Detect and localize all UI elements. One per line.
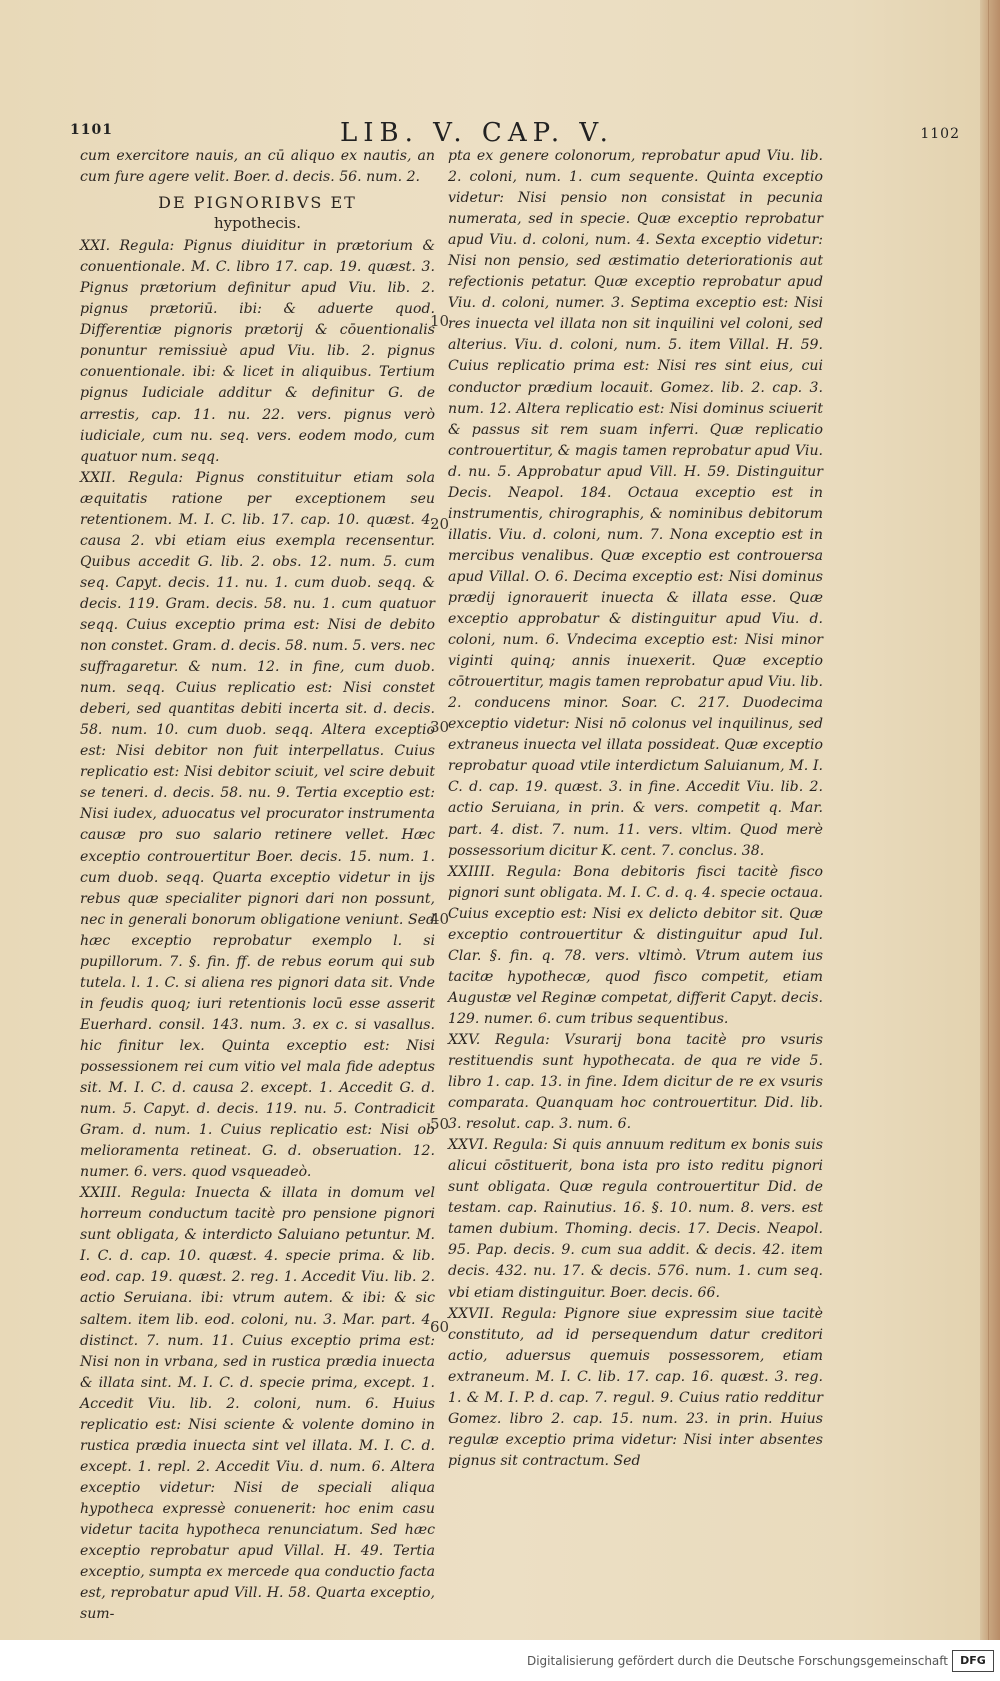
left-column	[80, 146, 435, 1625]
page-number-right: 1102	[920, 126, 960, 142]
intro-text: cum exercitore nauis, an cū aliquo ex nautis, an cum fure agere velit. Boer. d. decis. 56. num. 2.	[80, 148, 435, 186]
line-number: 60	[430, 1318, 450, 1336]
page-edge	[980, 0, 1000, 1640]
funding-credit: Digitalisierung gefördert durch die Deutsche Forschungsgemeinschaft	[526, 1654, 948, 1668]
section-subheading: hypothecis.	[214, 214, 301, 233]
regula-21: XXI. Regula: Pignus diuiditur in prætorium & conuentionale. M. C. libro 17. cap. 19. quæst. 3. Pignus prætorium definitur apud Viu. lib. 2. pignus prætoriū. ibi: & aduerte quod. Differentiæ pignoris prætorij & cōuentionalis ponuntur remissiuè apud Viu. lib. 2. pignus conuentionale. ibi: & licet in aliquibus. Tertium pignus Iudiciale additur & definitur G. de arrestis, cap. 11. nu. 22. vers. pignus verò iudiciale, cum nu. seq. vers. eodem modo, cum quatuor num. seqq.	[80, 238, 435, 465]
line-number: 30	[430, 718, 450, 736]
right-column	[448, 146, 823, 1472]
regula-23: XXIII. Regula: Inuecta & illata in domum vel horreum conductum tacitè pro pensione pignori sunt obligata, & interdicto Saluiano petuntur. M. I. C. d. cap. 10. quæst. 4. specie prima. & lib. eod. cap. 19. quæst. 2. reg. 1. Accedit Viu. lib. 2. actio Seruiana. ibi: vtrum autem. & ibi: & sic saltem. item lib. eod. coloni, nu. 3. Mar. part. 4. distinct. 7. num. 11. Cuius exceptio prima est: Nisi non in vrbana, sed in rustica prædia inuecta & illata sint. M. I. C. d. specie prima, except. 1. Accedit Viu. lib. 2. coloni, num. 6. Huius replicatio est: Nisi sciente & volente domino in rustica prædia inuecta sint vel illata. M. I. C. d. except. 1. repl. 2. Accedit Viu. d. num. 6. Altera exceptio videtur: Nisi de speciali aliqua hypotheca expressè conuenerit: hoc enim casu videtur tacita hypotheca renunciatum. Sed hæc exceptio reprobatur apud Villal. H. 49. Tertia exceptio, sumpta ex mercede qua conductio facta est, reprobatur apud Vill. H. 58. Quarta exceptio, sum-	[80, 1185, 435, 1623]
regula-24: XXIIII. Regula: Bona debitoris fisci tacitè fisco pignori sunt obligata. M. I. C. d. q. 4. specie octaua. Cuius exceptio est: Nisi ex delicto debitor sit. Quæ exceptio controuertitur & distinguitur apud Iul. Clar. §. fin. q. 78. vers. vltimò. Vtrum autem ius tacitæ hypothecæ, quod fisco competit, etiam Augustæ vel Reginæ competat, differit Capyt. decis. 129. numer. 6. cum tribus sequentibus.	[448, 863, 823, 1027]
digitization-footer	[0, 1641, 1000, 1681]
line-number: 20	[430, 515, 450, 533]
dfg-logo: DFG	[952, 1650, 994, 1672]
line-number: 50	[430, 1115, 450, 1133]
regula-26: XXVI. Regula: Si quis annuum reditum ex bonis suis alicui cōstituerit, bona ista pro isto reditu pignori sunt obligata. Quæ regula controuertitur Did. de testam. cap. Rainutius. 16. §. 10. num. 8. vers. est tamen dubium. Thoming. decis. 17. Decis. Neapol. 95. Pap. decis. 9. cum sua addit. & decis. 42. item decis. 432. nu. 17. & decis. 576. num. 1. cum seq. vbi etiam distinguitur. Boer. decis. 66.	[448, 1137, 823, 1301]
regula-23-cont: pta ex genere colonorum, reprobatur apud Viu. lib. 2. coloni, num. 1. cum sequente. Quinta exceptio videtur: Nisi pensio non consistat in pecunia numerata, sed in specie. Quæ exceptio reprobatur apud Viu. d. coloni, num. 4. Sexta exceptio videtur: Nisi non pensio, sed æstimatio deteriorationis aut refectionis petatur. Quæ exceptio reprobatur apud Viu. d. coloni, numer. 3. Septima exceptio est: Nisi res inuecta vel illata non sit inquilini vel coloni, sed alterius. Viu. d. coloni, num. 5. item Villal. H. 59. Cuius replicatio prima est: Nisi res sint eius, cui conductor prædium locauit. Gomez. lib. 2. cap. 3. num. 12. Altera replicatio est: Nisi dominus sciuerit & passus sit rem suam inferri. Quæ replicatio controuertitur, & magis tamen reprobatur apud Viu. d. nu. 5. Approbatur apud Vill. H. 59. Distinguitur Decis. Neapol. 184. Octaua exceptio est in instrumentis, chirographis, & nominibus debitorum illatis. Viu. d. coloni, num. 7. Nona exceptio est in mercibus venalibus. Quæ exceptio est controuersa apud Villal. O. 6. Decima exceptio est: Nisi dominus prædij ignorauerit inuecta & illata esse. Quæ exceptio approbatur & distinguitur apud Viu. d. coloni, num. 6. Vndecima exceptio est: Nisi minor viginti quinq; annis inuexerit. Quæ exceptio cōtrouertitur, magis tamen reprobatur apud Viu. lib. 2. conducens minor. Soar. C. 217. Duodecima exceptio videtur: Nisi nō colonus vel inquilinus, sed extraneus inuecta vel illata possideat. Quæ exceptio reprobatur quoad vtile interdictum Saluianum, M. I. C. d. cap. 19. quæst. 3. in fine. Accedit Viu. lib. 2. actio Seruiana, in prin. & vers. competit q. Mar. part. 4. dist. 7. num. 11. vers. vltim. Quod merè possessorium dicitur K. cent. 7. conclus. 38.	[448, 148, 823, 859]
regula-22: XXII. Regula: Pignus constituitur etiam sola æquitatis ratione per exceptionem seu retentionem. M. I. C. lib. 17. cap. 10. quæst. 4. causa 2. vbi etiam eius exempla recensentur. Quibus accedit G. lib. 2. obs. 12. num. 5. cum seq. Capyt. decis. 11. nu. 1. cum duob. seqq. & decis. 119. Gram. decis. 58. nu. 1. cum quatuor seqq. Cuius exceptio prima est: Nisi de debito non constet. Gram. d. decis. 58. num. 5. vers. nec suffragaretur. & num. 12. in fine, cum duob. num. seqq. Cuius replicatio est: Nisi constet deberi, sed quantitas debiti incerta sit. d. decis. 58. num. 10. cum duob. seqq. Altera exceptio est: Nisi debitor non fuit interpellatus. Cuius replicatio est: Nisi debitor sciuit, vel scire debuit se teneri. d. decis. 58. nu. 9. Tertia exceptio est: Nisi iudex, aduocatus vel procurator instrumenta causæ pro suo salario retinere vellet. Hæc exceptio controuertitur Boer. decis. 15. num. 1. cum duob. seqq. Quarta exceptio videtur in ijs rebus quæ specialiter pignori dari non possunt, nec in generali bonorum obligatione veniunt. Sed hæc exceptio reprobatur exemplo l. si pupillorum. 7. §. fin. ff. de rebus eorum qui sub tutela. l. 1. C. si aliena res pignori data sit. Vnde in feudis quoq; iuri retentionis locū esse asserit Euerhard. consil. 143. num. 3. ex c. si vasallus. hic finitur lex. Quinta exceptio est: Nisi possessionem rei cum vitio vel mala fide adeptus sit. M. I. C. d. causa 2. except. 1. Accedit G. d. num. 5. Capyt. d. decis. 119. nu. 5. Contradicit Gram. d. num. 1. Cuius replicatio est: Nisi ob melioramenta retineat. G. d. obseruation. 12. numer. 6. vers. quod vsqueadeò.	[80, 469, 435, 1181]
regula-27: XXVII. Regula: Pignore siue expressim siue tacitè constituto, ad id persequendum datur creditori actio, aduersus quemuis possessorem, etiam extraneum. M. I. C. lib. 17. cap. 16. quæst. 3. reg. 1. & M. I. P. d. cap. 7. regul. 9. Cuius ratio redditur Gomez. libro 2. cap. 15. num. 23. in prin. Huius regulæ exceptio prima videtur: Nisi inter absentes pignus sit contractum. Sed	[448, 1305, 823, 1469]
page-number-left: 1101	[70, 122, 113, 138]
regula-25: XXV. Regula: Vsurarij bona tacitè pro vsuris restituendis sunt hypothecata. de qua re vide 5. libro 1. cap. 13. in fine. Idem dicitur de re ex vsuris comparata. Quanquam hoc controuertitur. Did. lib. 3. resolut. cap. 3. num. 6.	[448, 1031, 823, 1133]
section-heading: DE PIGNORIBVS ET	[158, 193, 357, 213]
line-number: 10	[430, 312, 450, 330]
running-head: LIB. V. CAP. V.	[340, 118, 614, 148]
line-number: 40	[430, 910, 450, 928]
